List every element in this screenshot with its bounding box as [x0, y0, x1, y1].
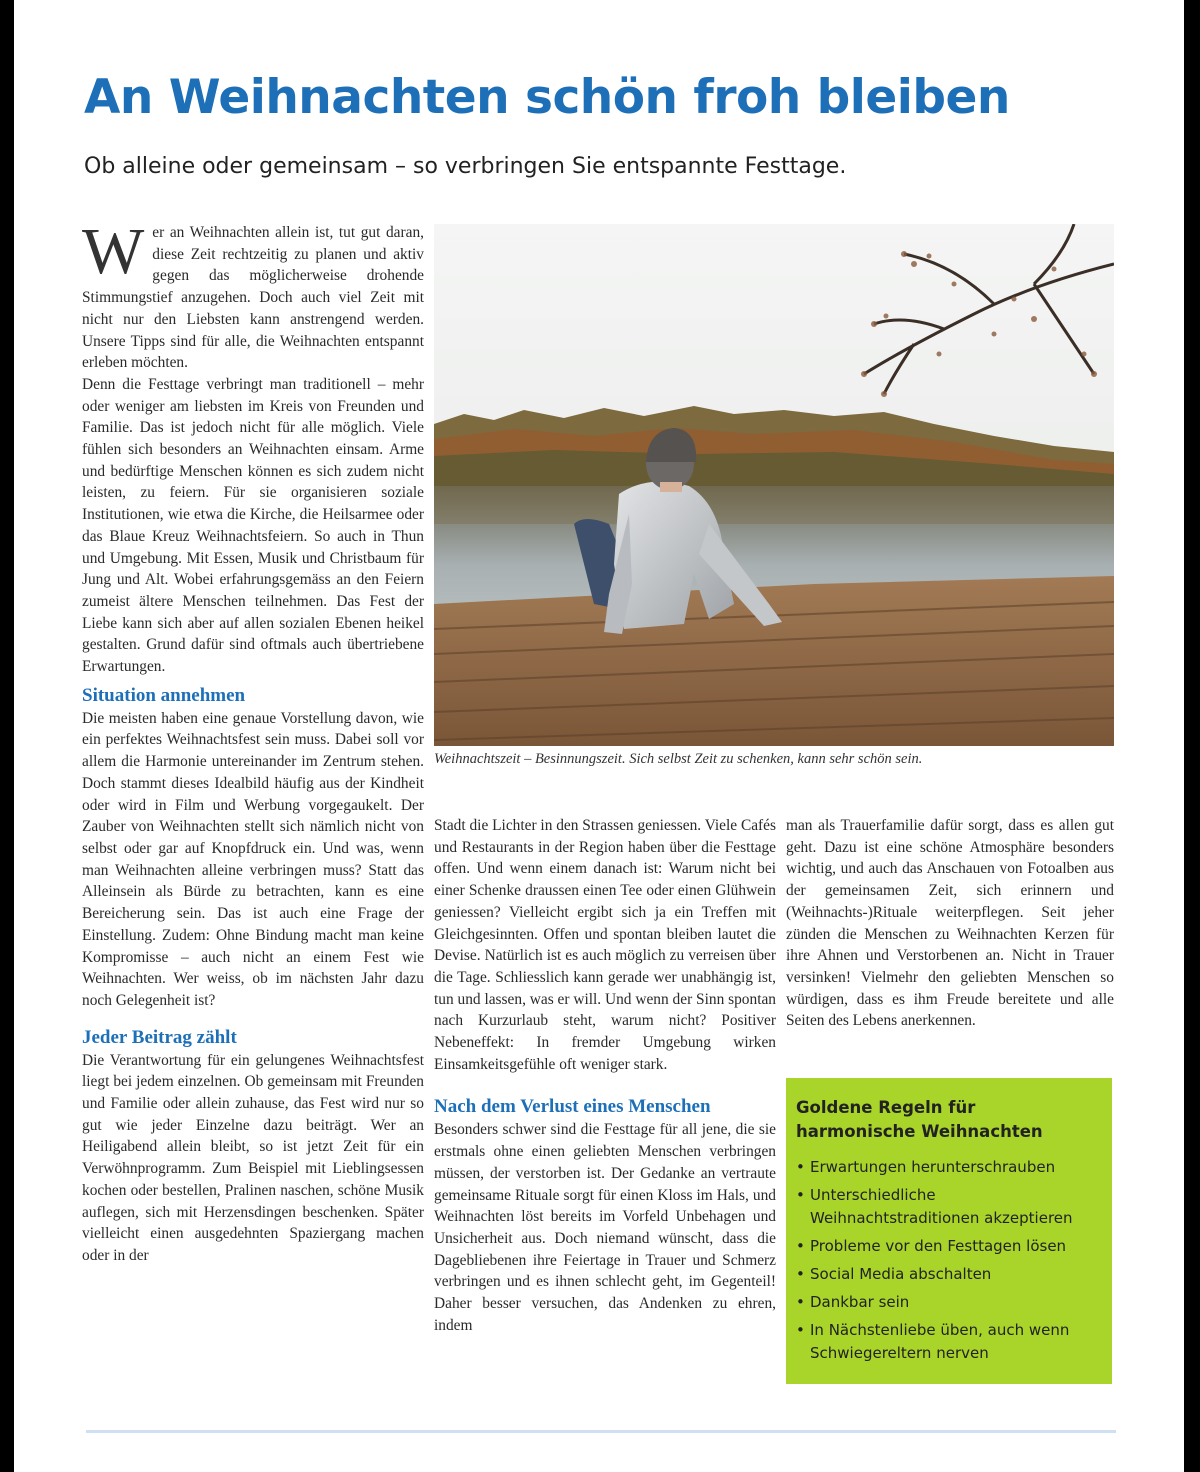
text-column-3 [786, 815, 1114, 1032]
col2-paragraph: Stadt die Lichter in den Strassen geniessen. Viele Cafés und Restaurants in der Region haben über die Festtage offen. Und wenn einem danach ist: Warum nicht bei einer Schenke draussen einen Tee oder einen Glühwein geniessen? Vielleicht ergibt sich ja ein Treffen mit Gleichgesinnten. Offen und spontan bleiben lautet die Devise. Natürlich ist es auch möglich zu verreisen über die Tage. Schliesslich kann gerade wer unabhängig ist, tun und lassen, was er will. Und wenn der Sinn spontan nach Kurzurlaub steht, warum nicht? Positiver Nebeneffekt: In fremder Umgebung wirken Einsamkeitsgefühle oft weniger stark. [434, 817, 776, 1073]
golden-rules-box [786, 1078, 1112, 1384]
lake-photo [434, 224, 1114, 746]
intro-paragraph-2: Denn die Festtage verbringt man traditionell – mehr oder weniger am liebsten im Kreis von Freunden und Familie. Das ist jedoch nicht für alle möglich. Viele fühlen sich besonders an Weihnachten einsam. Arme und bedürftige Menschen können es sich zudem nicht leisten, zu feiern. Für sie organisieren soziale Institutionen, wie etwa die Kirche, die Heilsarmee oder das Blaue Kreuz Weihnachtsfeiern. So auch in Thun und Umgebung. Mit Essen, Musik und Christbaum für Jung und Alt. Wobei erfahrungsgemäss an den Feiern zumeist ältere Menschen teilnehmen. Das Fest der Liebe kann sich aber auf allen sozialen Ebenen heikel gestalten. Grund dafür sind oftmals auch übertriebene Erwartungen. [82, 375, 424, 676]
text-column-1 [82, 215, 424, 1267]
beitrag-paragraph: Die Verantwortung für ein gelungenes Weihnachtsfest liegt bei jedem einzelnen. Ob gemeinsam mit Freunden und Familie oder allein zuhause, das Fest wird nur so gut wie jeder Einzelne dazu beiträgt. Wer an Heiligabend allein bleibt, so ist jetzt Zeit für ein Verwöhnprogramm. Zum Beispiel mit Lieblingsessen kochen oder bestellen, Pralinen naschen, schöne Musik auflegen, sich mit Herzensdingen beschenken. Später vielleicht einen ausgedehnten Spaziergang machen oder in der [82, 1051, 424, 1264]
drop-cap: W [82, 215, 145, 288]
rule-item: • Probleme vor den Festtagen lösen [796, 1235, 1102, 1258]
col3-paragraph: man als Trauerfamilie dafür sorgt, dass es allen gut geht. Dazu ist eine schöne Atmosphäre besonders wichtig, und auch das Anschauen von Fotoalben aus der gemeinsamen Zeit, sich erinnern und (Weihnachts-)Rituale weiterpflegen. Seit jeher zünden die Menschen zu Weihnachten Kerzen für ihre Ahnen und Verstorbenen an. Nicht in Trauer versinken! Vielmehr den geliebten Menschen so würdigen, dass es ihm Freude bereitete und alle Seiten des Lebens anerkennen. [786, 817, 1114, 1030]
rule-item: • Erwartungen herunterschrauben [796, 1156, 1102, 1179]
photo-caption: Weihnachtszeit – Besinnungszeit. Sich selbst Zeit zu schenken, kann sehr schön sein. [434, 751, 923, 767]
rule-item: • Unterschiedliche Weihnachtstraditionen akzeptieren [796, 1184, 1102, 1230]
article-subtitle: Ob alleine oder gemeinsam – so verbringen Sie entspannte Festtage. [84, 154, 847, 179]
intro-text: er an Weihnachten allein ist, tut gut daran, diese Zeit rechtzeitig zu planen und aktiv gegen das möglicherweise drohende Stimmungstief anzugehen. Doch auch viel Zeit mit nicht nur den Liebsten kann anstrengend werden. Unsere Tipps sind für alle, die Weihnachten entspannt erleben möchten. [82, 224, 424, 372]
rule-item: • Dankbar sein [796, 1291, 1102, 1314]
intro-paragraph [82, 215, 424, 374]
footer-divider [86, 1430, 1116, 1433]
article-title: An Weihnachten schön froh bleiben [84, 70, 1010, 125]
heading-verlust: Nach dem Verlust eines Menschen [434, 1096, 711, 1118]
heading-situation: Situation annehmen [82, 684, 246, 706]
text-column-2 [434, 815, 776, 1336]
photo-illustration [434, 224, 1114, 746]
situation-paragraph: Die meisten haben eine genaue Vorstellung davon, wie ein perfektes Weihnachtsfest sein muss. Dabei soll vor allem die Harmonie untereinander im Zentrum stehen. Doch stammt dieses Idealbild häufig aus der Kindheit oder wird in Film und Werbung vorgegaukelt. Der Zauber von Weihnachten stellt sich nämlich nicht von selbst oder gar auf Knopfdruck ein. Und was, wenn man Weihnachten alleine verbringen muss? Statt das Alleinsein als Bürde zu betrachten, kann es eine Bereicherung sein. Das ist auch eine Frage der Einstellung. Zudem: Ohne Bindung macht man keine Kompromisse – auch nicht an einem Fest wie Weihnachten. Wer weiss, ob im nächsten Jahr dazu noch Gelegenheit ist? [82, 709, 424, 1009]
magazine-page [14, 0, 1184, 1472]
rule-item: • Social Media abschalten [796, 1263, 1102, 1286]
rules-list [786, 1156, 1112, 1365]
verlust-paragraph: Besonders schwer sind die Festtage für all jene, die sie erstmals ohne einen geliebten Menschen verbringen müssen, der verstorben ist. Der Gedanke an vertraute gemeinsame Rituale sorgt für einen Kloss im Hals, und Weihnachten löst bereits im Vorfeld Unbehagen und Unsicherheit aus. Doch niemand wünscht, dass die Dagebliebenen ihre Feiertage in Trauer und Schmerz verbringen und es ihnen schlecht geht, im Gegenteil! Daher besser versuchen, das Andenken zu ehren, indem [434, 1121, 776, 1334]
rules-title: Goldene Regeln für harmonische Weihnachten [796, 1098, 1043, 1141]
heading-beitrag: Jeder Beitrag zählt [82, 1026, 237, 1048]
rule-item: • In Nächstenliebe üben, auch wenn Schwiegereltern nerven [796, 1319, 1102, 1365]
